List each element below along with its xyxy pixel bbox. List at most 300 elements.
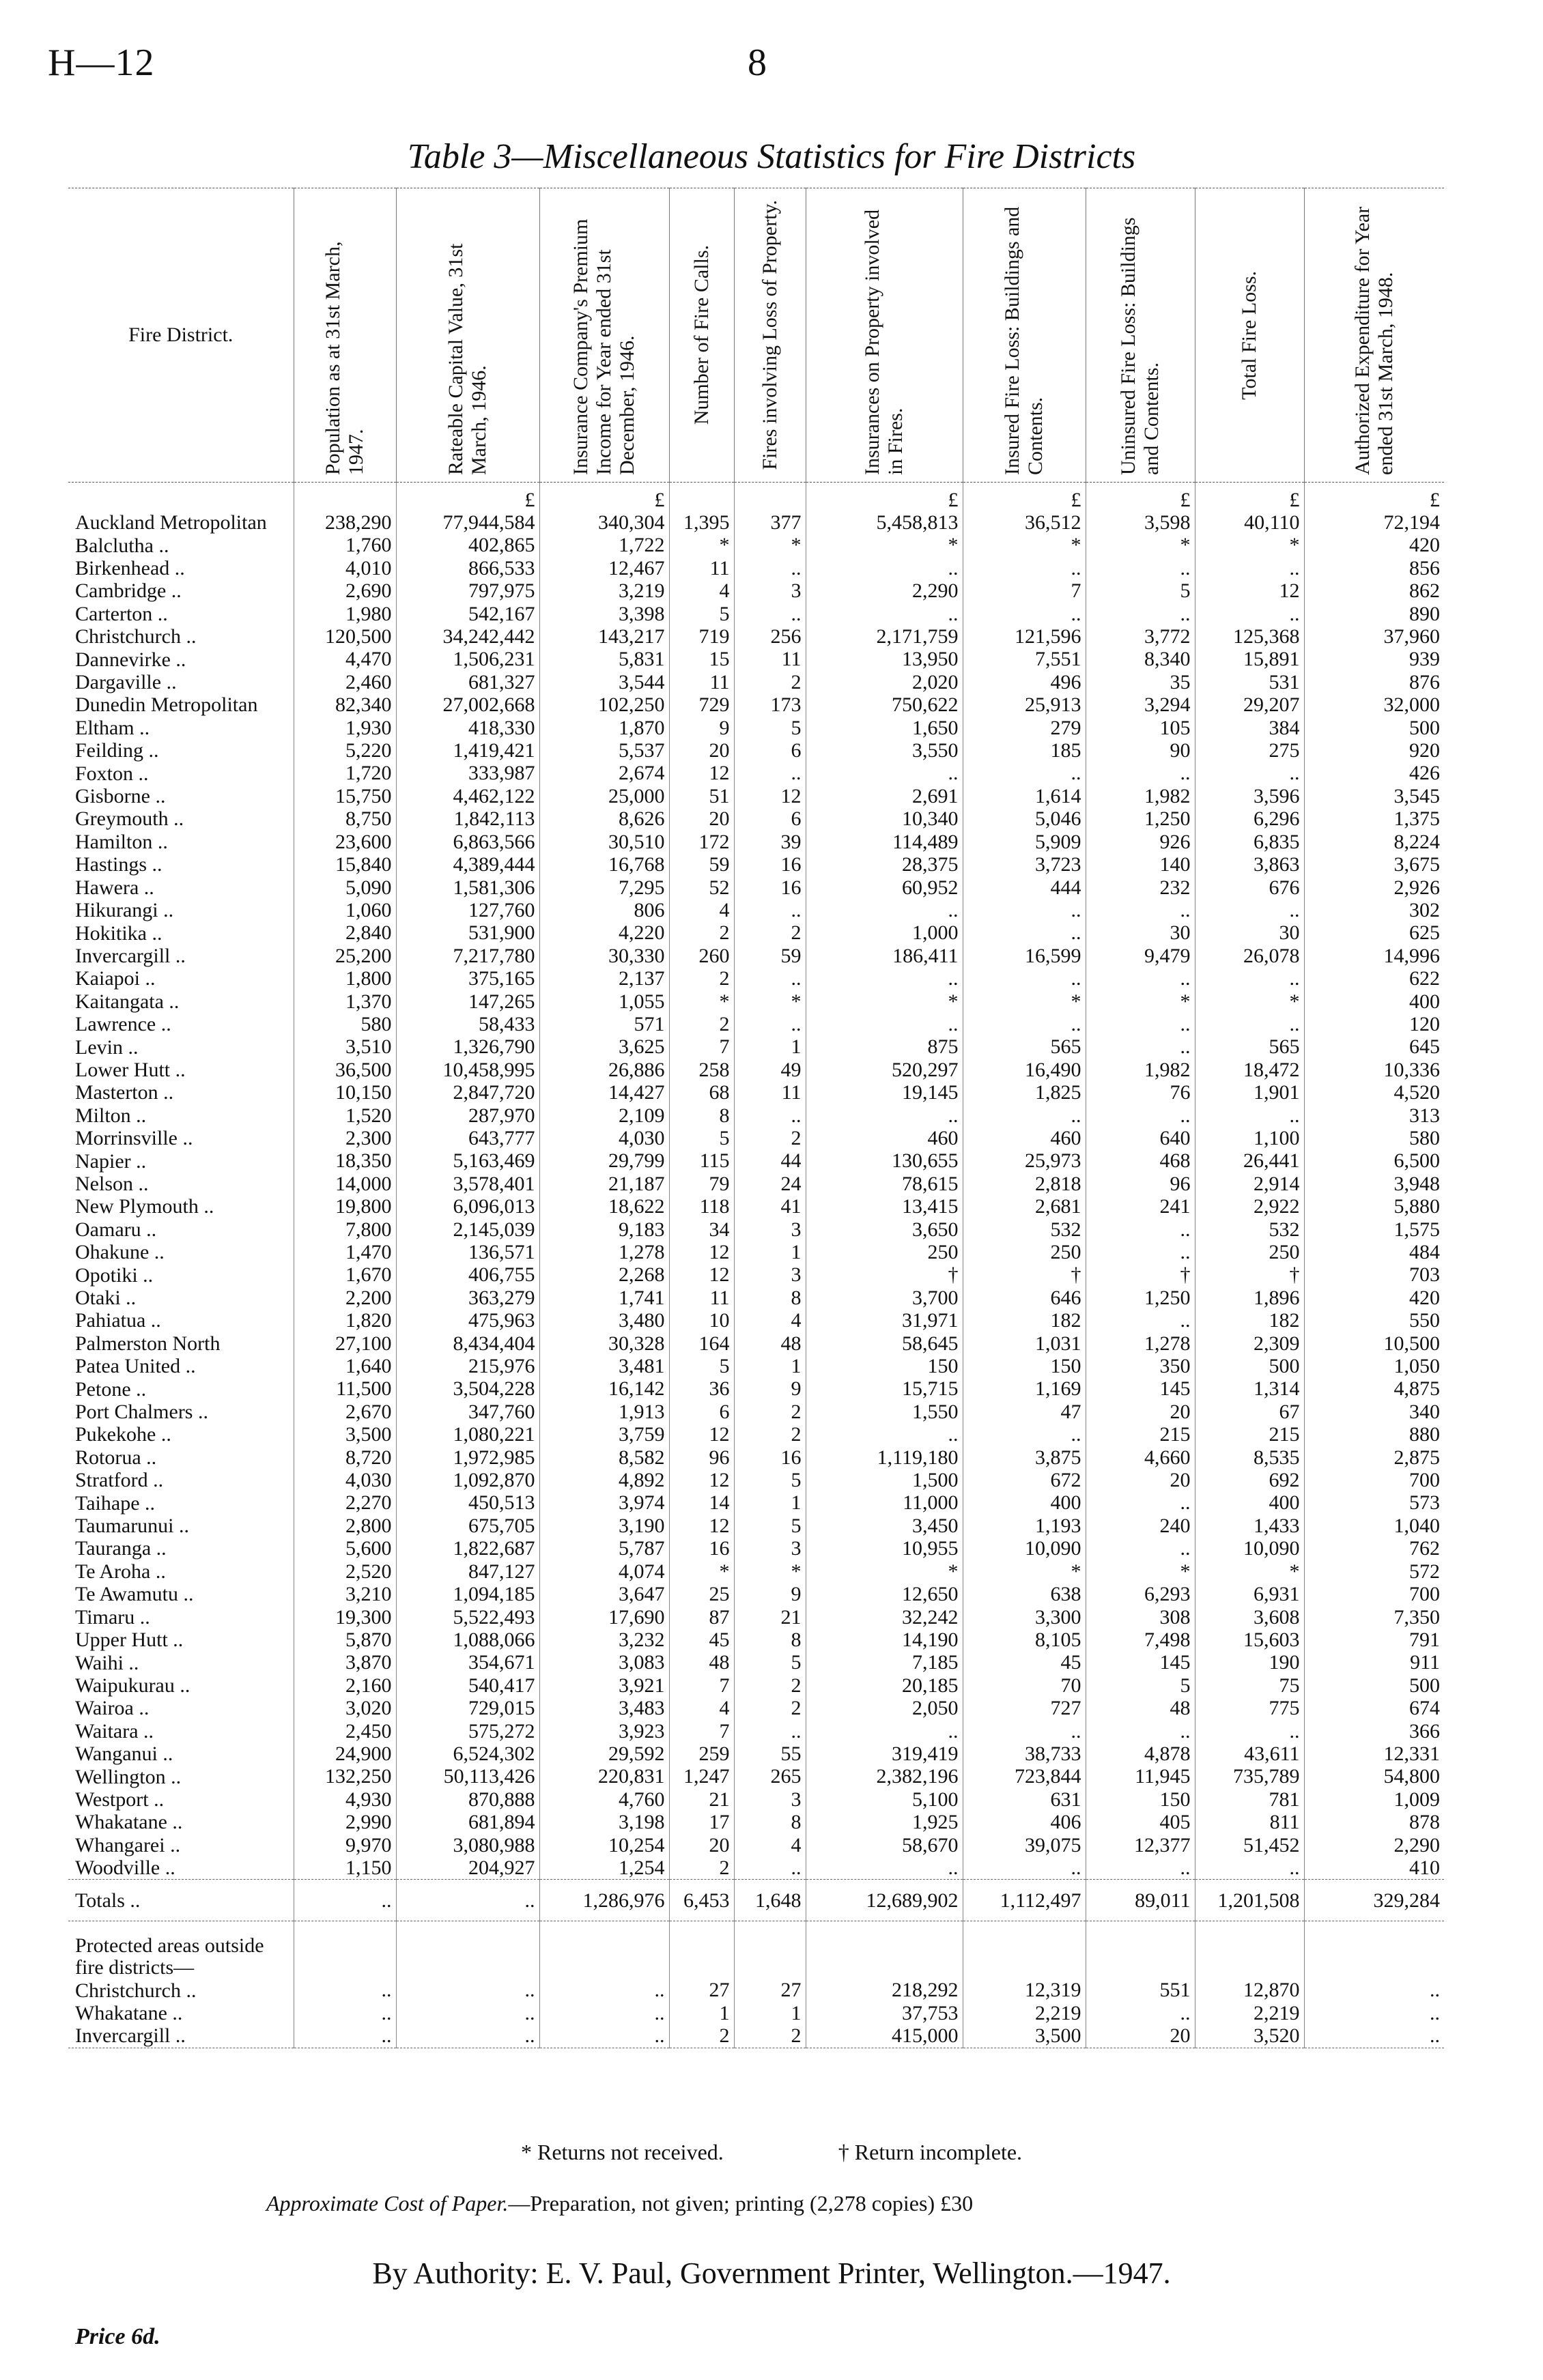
cell-value [669, 483, 734, 512]
district-name: Kaiapoi .. [75, 967, 156, 990]
cell-value: 10,340 [806, 807, 963, 830]
cell-value: 2,200 [294, 1287, 396, 1309]
cost-text: —Preparation, not given; printing (2,278 copies) £30 [508, 2191, 974, 2216]
cell-value: 52 [669, 876, 734, 899]
cell-value: 12,319 [963, 1979, 1086, 2001]
cell-value: 6,835 [1195, 831, 1304, 853]
cell-value: 4 [734, 1309, 806, 1332]
cell-value: 1,433 [1195, 1515, 1304, 1537]
column-header [539, 188, 669, 483]
cell-value: 11 [734, 1081, 806, 1104]
cell-value: .. [1195, 762, 1304, 784]
cell-value: 58,645 [806, 1332, 963, 1355]
cell-value: 3,723 [963, 853, 1086, 876]
cell-value: .. [734, 762, 806, 784]
cell-value: 675,705 [396, 1515, 539, 1537]
district-name: Cambridge .. [75, 579, 182, 603]
cell-value: 2,382,196 [806, 1765, 963, 1788]
cell-value: 3 [734, 1218, 806, 1241]
cell-value: 2,300 [294, 1127, 396, 1149]
cell-value: * [963, 1560, 1086, 1583]
cell-value: 4 [669, 1697, 734, 1719]
cell-value: 5,600 [294, 1537, 396, 1560]
table-row [68, 1035, 1444, 1058]
cell-value: 1,088,066 [396, 1629, 539, 1651]
cell-value: £ [1195, 483, 1304, 512]
cell-value: 1,760 [294, 534, 396, 556]
cell-value: 40,110 [1195, 511, 1304, 534]
cell-value: 15,603 [1195, 1629, 1304, 1651]
cell-value: 39 [734, 831, 806, 853]
cell-value: 2,926 [1304, 876, 1444, 899]
cell-value: 3,863 [1195, 853, 1304, 876]
cell-value: 14,190 [806, 1629, 963, 1651]
cell-value: 29,207 [1195, 693, 1304, 716]
cell-value: 29,592 [539, 1743, 669, 1765]
cell-value: 256 [734, 625, 806, 648]
cell-value: * [806, 1560, 963, 1583]
cell-value: 258 [669, 1059, 734, 1081]
column-header [734, 188, 806, 483]
cell-value: 12,331 [1304, 1743, 1444, 1765]
empty-cell [806, 1921, 963, 1979]
cell-value: 2,818 [963, 1173, 1086, 1195]
cell-value: 3,398 [539, 603, 669, 625]
cell-value: 418,330 [396, 717, 539, 739]
cell-value: 377 [734, 511, 806, 534]
cell-value: .. [1195, 899, 1304, 921]
district-name: Timaru .. [75, 1605, 150, 1629]
cell-value: 2,137 [539, 967, 669, 990]
cell-value: 45 [669, 1629, 734, 1651]
cell-value: 415,000 [806, 2024, 963, 2048]
cell-value: 450,513 [396, 1491, 539, 1514]
cell-value: 48 [1086, 1697, 1195, 1719]
district-name: Christchurch .. [75, 1979, 197, 2002]
district-name: Hamilton .. [75, 830, 168, 853]
protected-row [68, 2002, 1444, 2024]
cell-value: 1,506,231 [396, 648, 539, 670]
cell-value: 791 [1304, 1629, 1444, 1651]
cell-value: 1,930 [294, 717, 396, 739]
printer-authority: By Authority: E. V. Paul, Government Printer, Wellington.—1947. [372, 2256, 1171, 2290]
cell-value: 19,145 [806, 1081, 963, 1104]
cell-value: 6,096,013 [396, 1195, 539, 1218]
cell-value: .. [734, 967, 806, 990]
cell-value: 3,596 [1195, 785, 1304, 807]
cell-value: 185 [963, 739, 1086, 762]
district-name: Hikurangi .. [75, 899, 174, 922]
table-row [68, 1218, 1444, 1241]
cell-value: 3,210 [294, 1583, 396, 1605]
cell-value: 12,467 [539, 557, 669, 579]
column-header-label: Rateable Capital Value, 31st March, 1946. [444, 243, 490, 475]
cell-value: 16,768 [539, 853, 669, 876]
cell-value: 4,389,444 [396, 853, 539, 876]
cell-value: 75 [1195, 1674, 1304, 1697]
table-row [68, 717, 1444, 739]
district-name: Milton .. [75, 1104, 147, 1127]
cell-value: 1,150 [294, 1856, 396, 1880]
table-row [68, 807, 1444, 830]
cell-value: 43,611 [1195, 1743, 1304, 1765]
cell-value: 32,242 [806, 1606, 963, 1629]
cell-value: 1,247 [669, 1765, 734, 1788]
cell-value: .. [1086, 1309, 1195, 1332]
cell-value: 890 [1304, 603, 1444, 625]
column-header-label: Uninsured Fire Loss: Buildings and Contents. [1117, 217, 1163, 475]
cell-value: 3,483 [539, 1697, 669, 1719]
cell-value: 76 [1086, 1081, 1195, 1104]
cell-value: 8,535 [1195, 1446, 1304, 1469]
cell-value: 7 [963, 579, 1086, 602]
cell-value: 31,971 [806, 1309, 963, 1332]
cell-value: 1,896 [1195, 1287, 1304, 1309]
cell-value: 420 [1304, 1287, 1444, 1309]
district-name: Westport .. [75, 1788, 165, 1811]
cell-value: 25,913 [963, 693, 1086, 716]
cell-value: 38,733 [963, 1743, 1086, 1765]
cell-value: 3,544 [539, 671, 669, 693]
cell-value: 8,720 [294, 1446, 396, 1469]
cell-value: 565 [963, 1035, 1086, 1058]
district-name: Feilding .. [75, 739, 159, 762]
cell-value: 920 [1304, 739, 1444, 762]
cell-value: 3,294 [1086, 693, 1195, 716]
document-reference: H—12 [48, 42, 155, 84]
cell-value: £ [963, 483, 1086, 512]
cell-value: 13,415 [806, 1195, 963, 1218]
district-name: Whakatane .. [75, 1811, 183, 1834]
cell-value: .. [1086, 1241, 1195, 1263]
footnote-incomplete: † Return incomplete. [838, 2140, 1023, 2164]
district-name: Waitara .. [75, 1719, 154, 1743]
cell-value: .. [1086, 1013, 1195, 1035]
cell-value: 340,304 [539, 511, 669, 534]
cell-value: 3,974 [539, 1491, 669, 1514]
cell-value: 10,090 [963, 1537, 1086, 1560]
table-row [68, 648, 1444, 670]
cell-value: 9 [734, 1377, 806, 1400]
cell-value: £ [1304, 483, 1444, 512]
cell-value: 460 [806, 1127, 963, 1149]
cell-value: 37,753 [806, 2002, 963, 2024]
cell-value: 856 [1304, 557, 1444, 579]
cell-value: 1,112,497 [963, 1880, 1086, 1921]
cell-value: .. [1304, 2024, 1444, 2048]
cell-value: .. [1086, 967, 1195, 990]
cell-value: 2,875 [1304, 1446, 1444, 1469]
district-name: Invercargill .. [75, 944, 186, 967]
cell-value: 2,109 [539, 1104, 669, 1127]
cell-value: 6 [669, 1401, 734, 1423]
cell-value: 54,800 [1304, 1765, 1444, 1788]
cell-value: 2 [669, 1856, 734, 1880]
cell-value: 7,350 [1304, 1606, 1444, 1629]
cell-value: 426 [1304, 762, 1444, 784]
cell-value: 4,010 [294, 557, 396, 579]
table-row [68, 1537, 1444, 1560]
cell-value: 1,800 [294, 967, 396, 990]
cell-value: 215 [1195, 1423, 1304, 1446]
cell-value: .. [806, 899, 963, 921]
cell-value: 1,201,508 [1195, 1880, 1304, 1921]
cell-value: 8,582 [539, 1446, 669, 1469]
column-header [396, 188, 539, 483]
cell-value: .. [1086, 1104, 1195, 1127]
cell-value: 5,909 [963, 831, 1086, 853]
table-row [68, 1856, 1444, 1880]
cell-value: 5 [669, 1355, 734, 1377]
cell-value: 2 [734, 1423, 806, 1446]
cell-value: 145 [1086, 1377, 1195, 1400]
cell-value: 1,648 [734, 1880, 806, 1921]
cell-value: 1,670 [294, 1263, 396, 1286]
cell-value: 1,169 [963, 1377, 1086, 1400]
table-row [68, 1104, 1444, 1127]
units-row [68, 483, 1444, 512]
cell-value: 5,220 [294, 739, 396, 762]
cell-value: 3,578,401 [396, 1173, 539, 1195]
cell-value: 1,901 [1195, 1081, 1304, 1104]
cell-value: 405 [1086, 1811, 1195, 1833]
cell-value: 27 [669, 1979, 734, 2001]
cell-value: 4,875 [1304, 1377, 1444, 1400]
cell-value: .. [1086, 899, 1195, 921]
cell-value: 520,297 [806, 1059, 963, 1081]
cost-of-paper [266, 2191, 973, 2216]
district-name: Kaitangata .. [75, 990, 180, 1013]
cell-value: .. [963, 603, 1086, 625]
table-row [68, 1491, 1444, 1514]
cell-value: .. [1086, 1720, 1195, 1743]
district-name: Hastings .. [75, 853, 162, 876]
cell-value: 20 [669, 807, 734, 830]
cell-value: 347,760 [396, 1401, 539, 1423]
cell-value: 105 [1086, 717, 1195, 739]
cell-value: * [669, 990, 734, 1013]
cell-value: 500 [1304, 717, 1444, 739]
district-name: Masterton .. [75, 1081, 174, 1104]
cell-value: 6,296 [1195, 807, 1304, 830]
cell-value: 10,150 [294, 1081, 396, 1104]
cell-value: 172 [669, 831, 734, 853]
cell-value: 120 [1304, 1013, 1444, 1035]
cell-value: 762 [1304, 1537, 1444, 1560]
cell-value: 5,100 [806, 1788, 963, 1811]
district-name: Woodville .. [75, 1856, 175, 1880]
cell-value: 1,094,185 [396, 1583, 539, 1605]
cell-value: 7,800 [294, 1218, 396, 1241]
cell-value: 2 [669, 967, 734, 990]
cell-value: 1,031 [963, 1332, 1086, 1355]
cell-value: 3,647 [539, 1583, 669, 1605]
cell-value: 3,545 [1304, 785, 1444, 807]
cell-value: 36,500 [294, 1059, 396, 1081]
cell-value: 70 [963, 1674, 1086, 1697]
cell-value: 121,596 [963, 625, 1086, 648]
district-name: Te Aroha .. [75, 1560, 166, 1583]
cell-value: 132,250 [294, 1765, 396, 1788]
cell-value: .. [1086, 1856, 1195, 1880]
cell-value: 1,722 [539, 534, 669, 556]
cell-value: 375,165 [396, 967, 539, 990]
cell-value: 406 [963, 1811, 1086, 1833]
cell-value: 27,100 [294, 1332, 396, 1355]
cell-value: 5 [669, 603, 734, 625]
cell-value: 3,923 [539, 1720, 669, 1743]
cell-value: 2,160 [294, 1674, 396, 1697]
cell-value: 1,100 [1195, 1127, 1304, 1149]
cell-value: 672 [963, 1469, 1086, 1491]
cell-value: 565 [1195, 1035, 1304, 1058]
cell-value: 2,219 [963, 2002, 1086, 2024]
cell-value: 164 [669, 1332, 734, 1355]
table-row [68, 1173, 1444, 1195]
cell-value: 2,290 [806, 579, 963, 602]
cell-value: 3,608 [1195, 1606, 1304, 1629]
cell-value: 5,831 [539, 648, 669, 670]
cell-value: 3,870 [294, 1651, 396, 1674]
district-name [68, 483, 294, 512]
cell-value: 911 [1304, 1651, 1444, 1674]
cell-value: 9 [669, 717, 734, 739]
cell-value: 15,750 [294, 785, 396, 807]
cell-value: .. [1195, 1104, 1304, 1127]
cell-value [734, 483, 806, 512]
cell-value: .. [806, 1013, 963, 1035]
cell-value: 500 [1304, 1674, 1444, 1697]
cell-value: 20 [669, 739, 734, 762]
cell-value: 4,470 [294, 648, 396, 670]
table-row [68, 1013, 1444, 1035]
cell-value: 876 [1304, 671, 1444, 693]
cell-value: 643,777 [396, 1127, 539, 1149]
cell-value: 8 [734, 1287, 806, 1309]
cell-value: 460 [963, 1127, 1086, 1149]
cell-value: 308 [1086, 1606, 1195, 1629]
price: Price 6d. [75, 2324, 160, 2349]
cell-value: 1,842,113 [396, 807, 539, 830]
cell-value: 7,498 [1086, 1629, 1195, 1651]
cell-value: 1,972,985 [396, 1446, 539, 1469]
cell-value: 18,350 [294, 1149, 396, 1172]
cell-value: 1,286,976 [539, 1880, 669, 1921]
cell-value: 150 [963, 1355, 1086, 1377]
cell-value: 182 [963, 1309, 1086, 1332]
cell-value: 444 [963, 876, 1086, 899]
table-row [68, 1423, 1444, 1446]
cell-value: 60,952 [806, 876, 963, 899]
cell-value: 329,284 [1304, 1880, 1444, 1921]
cell-value: .. [963, 1720, 1086, 1743]
cell-value: .. [1195, 1856, 1304, 1880]
cell-value: .. [963, 1856, 1086, 1880]
cell-value: 4 [734, 1834, 806, 1856]
cell-value: 878 [1304, 1811, 1444, 1833]
cell-value: 354,671 [396, 1651, 539, 1674]
cell-value: 220,831 [539, 1765, 669, 1788]
cell-value: 12 [669, 1423, 734, 1446]
cell-value: 2,219 [1195, 2002, 1304, 2024]
cell-value: 2,450 [294, 1720, 396, 1743]
cell-value: .. [396, 2024, 539, 2048]
column-header [963, 188, 1086, 483]
cell-value: 484 [1304, 1241, 1444, 1263]
cell-value: .. [1304, 1979, 1444, 2001]
cell-value: 11 [669, 557, 734, 579]
cell-value [294, 483, 396, 512]
cell-value: 2,800 [294, 1515, 396, 1537]
cell-value: 5,787 [539, 1537, 669, 1560]
table-row [68, 1606, 1444, 1629]
cell-value: 36 [669, 1377, 734, 1400]
cell-value: 3,550 [806, 739, 963, 762]
cell-value: .. [806, 967, 963, 990]
cell-value: 102,250 [539, 693, 669, 716]
cell-value: 96 [669, 1446, 734, 1469]
district-name: Hokitika .. [75, 921, 162, 945]
district-name: Auckland Metropolitan [75, 511, 267, 534]
table-row [68, 579, 1444, 602]
cell-value: 3,481 [539, 1355, 669, 1377]
cell-value: 700 [1304, 1583, 1444, 1605]
cell-value: 9,479 [1086, 945, 1195, 967]
cell-value: £ [806, 483, 963, 512]
cell-value: 8,105 [963, 1629, 1086, 1651]
cell-value: 130,655 [806, 1149, 963, 1172]
cell-value: 875 [806, 1035, 963, 1058]
cell-value: 1 [669, 2002, 734, 2024]
cell-value: 2,290 [1304, 1834, 1444, 1856]
cell-value: 5,880 [1304, 1195, 1444, 1218]
cell-value: 16,490 [963, 1059, 1086, 1081]
district-name: Greymouth .. [75, 807, 184, 831]
cell-value: 5 [734, 1651, 806, 1674]
cell-value: 34,242,442 [396, 625, 539, 648]
cell-value: .. [1086, 1035, 1195, 1058]
cell-value: 250 [963, 1241, 1086, 1263]
cell-value: 1,581,306 [396, 876, 539, 899]
table-row [68, 557, 1444, 579]
cell-value: 24,900 [294, 1743, 396, 1765]
table-row [68, 1332, 1444, 1355]
table-row [68, 990, 1444, 1013]
district-name: Ohakune .. [75, 1241, 165, 1264]
cell-value: 674 [1304, 1697, 1444, 1719]
cell-value: 1,250 [1086, 807, 1195, 830]
protected-row [68, 1979, 1444, 2001]
cell-value: 4,520 [1304, 1081, 1444, 1104]
column-header-label: Fires involving Loss of Property. [758, 200, 781, 470]
cell-value: 573 [1304, 1491, 1444, 1514]
cell-value: .. [734, 1013, 806, 1035]
cell-value: 2 [734, 921, 806, 944]
district-name: Tauranga .. [75, 1537, 167, 1560]
cell-value: 5 [734, 717, 806, 739]
cell-value: 420 [1304, 534, 1444, 556]
cell-value: 260 [669, 945, 734, 967]
cell-value: £ [539, 483, 669, 512]
cell-value: 279 [963, 717, 1086, 739]
table-row [68, 1287, 1444, 1309]
district-name: Pahiatua .. [75, 1309, 161, 1332]
cell-value: 67 [1195, 1401, 1304, 1423]
totals-row [68, 1880, 1444, 1921]
column-header [294, 188, 396, 483]
table-row [68, 1081, 1444, 1104]
cell-value: 302 [1304, 899, 1444, 921]
